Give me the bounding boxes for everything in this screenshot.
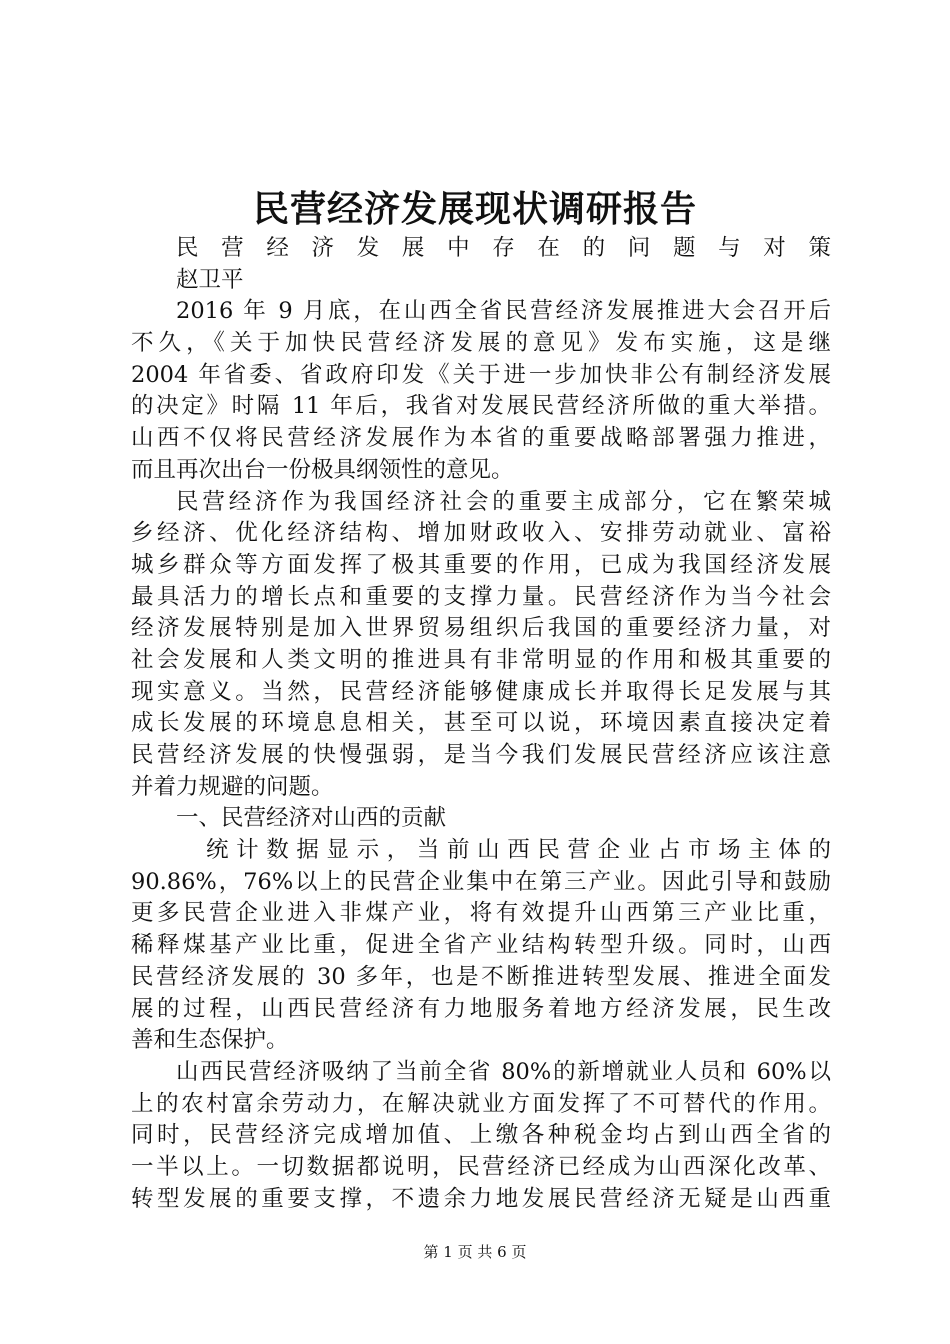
paragraph-line: 善和生态保护。 — [131, 1027, 289, 1054]
paragraph-line: 同时，民营经济完成增加值、上缴各种税金均占到山西全省的 — [131, 1122, 831, 1149]
paragraph-line: 现实意义。当然，民营经济能够健康成长并取得长足发展与其 — [131, 678, 831, 705]
paragraph-line: 展的过程，山西民营经济有力地服务着地方经济发展，民生改 — [131, 995, 831, 1022]
paragraph-line: 并着力规避的问题。 — [131, 773, 334, 800]
document-body — [131, 233, 831, 1215]
paragraph-line: 不久，《关于加快民营经济发展的意见》发布实施，这是继 — [131, 330, 831, 357]
page-number-footer: 第 1 页 共 6 页 — [423, 1243, 527, 1261]
paragraph-line: 山西民营经济吸纳了当前全省 80%的新增就业人员和 60%以 — [176, 1058, 831, 1085]
subtitle: 民营经济发展中存在的问题与对策 — [176, 235, 831, 261]
paragraph-line: 成长发展的环境息息相关，甚至可以说，环境因素直接决定着 — [131, 710, 831, 737]
paragraph-line: 统计数据显示，当前山西民营企业占市场主体的 — [206, 837, 831, 864]
paragraph-line: 乡经济、优化经济结构、增加财政收入、安排劳动就业、富裕 — [131, 520, 831, 547]
paragraph-line: 而且再次出台一份极具纲领性的意见。 — [131, 456, 514, 483]
paragraph-line: 社会发展和人类文明的推进具有非常明显的作用和极其重要的 — [131, 646, 831, 673]
document-title: 民营经济发展现状调研报告 — [252, 188, 697, 230]
paragraph-line: 2016 年 9 月底，在山西全省民营经济发展推进大会召开后 — [176, 298, 831, 325]
paragraph-line: 城乡群众等方面发挥了极其重要的作用，已成为我国经济发展 — [131, 551, 831, 578]
paragraph-line: 转型发展的重要支撑，不遗余力地发展民营经济无疑是山西重 — [131, 1185, 831, 1212]
paragraph-line: 90.86%，76%以上的民营企业集中在第三产业。因此引导和鼓励 — [131, 868, 831, 895]
paragraph-line: 上的农村富余劳动力，在解决就业方面发挥了不可替代的作用。 — [131, 1090, 831, 1117]
paragraph-line: 更多民营企业进入非煤产业，将有效提升山西第三产业比重， — [131, 900, 831, 927]
paragraph-line: 民营经济发展的快慢强弱，是当今我们发展民营经济应该注意 — [131, 742, 831, 768]
paragraph-line: 一半以上。一切数据都说明，民营经济已经成为山西深化改革、 — [131, 1153, 831, 1180]
section-heading: 一、民营经济对山西的贡献 — [176, 805, 447, 832]
paragraph-line: 最具活力的增长点和重要的支撑力量。民营经济作为当今社会 — [131, 583, 831, 610]
paragraph-line: 稀释煤基产业比重，促进全省产业结构转型升级。同时，山西 — [131, 932, 831, 959]
paragraph-line: 的决定》时隔 11 年后，我省对发展民营经济所做的重大举措。 — [131, 393, 831, 420]
paragraph-line: 民营经济发展的 30 多年，也是不断推进转型发展、推进全面发 — [131, 963, 831, 990]
paragraph-line: 2004 年省委、省政府印发《关于进一步加快非公有制经济发展 — [131, 361, 831, 388]
paragraph-line: 民营经济作为我国经济社会的重要主成部分，它在繁荣城 — [176, 488, 831, 515]
paragraph-line: 山西不仅将民营经济发展作为本省的重要战略部署强力推进， — [131, 425, 831, 452]
author: 赵卫平 — [176, 266, 244, 293]
paragraph-line: 经济发展特别是加入世界贸易组织后我国的重要经济力量，对 — [131, 615, 831, 642]
